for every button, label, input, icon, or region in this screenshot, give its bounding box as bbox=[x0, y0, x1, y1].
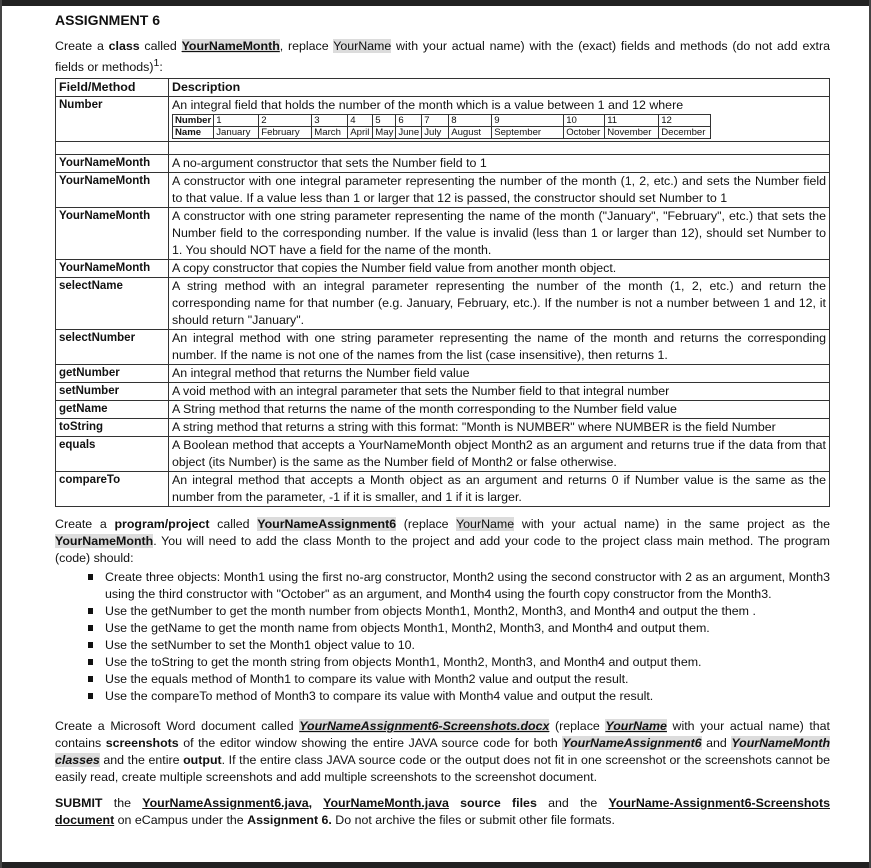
table-row: compareTo An integral method that accepts a Month object as an argument and returns 0 if Number value is the same as the number from the parameter, -1 if it is smaller, and 1 if it is larger. bbox=[56, 472, 830, 507]
field-description: An integral field that holds the number of the month which is a value between 1 and 12 where Number 1 2 3 4 5 6 7 8 9 10 11 12 Name January February March April May June July August September October November December bbox=[169, 97, 830, 142]
bullet-icon bbox=[88, 608, 93, 614]
list-item: Create three objects: Month1 using the first no-arg constructor, Month2 using the second constructor with 2 as an argument, Month3 using the third constructor with "October" as an argument, and Month4 using the fourth copy constructor from the Month3. bbox=[105, 569, 830, 603]
month-table bbox=[172, 114, 711, 139]
list-item: Use the compareTo method of Month3 to compare its value with Month4 value and output the result. bbox=[105, 688, 830, 705]
bottom-dark-bar bbox=[0, 862, 871, 868]
submit-paragraph: SUBMIT the YourNameAssignment6.java, YourNameMonth.java source files and the YourName-Assignment6-Screenshots document on eCampus under the Assignment 6. Do not archive the files or submit other file formats. bbox=[55, 796, 830, 828]
table-row: getName A String method that returns the name of the month corresponding to the Number field value bbox=[56, 401, 830, 419]
list-item: Use the setNumber to set the Month1 object value to 10. bbox=[105, 637, 830, 654]
table-row: selectNumber An integral method with one string parameter representing the name of the month and returns the corresponding number. If the name is not one of the names from the list (case insensitive), then returns 1. bbox=[56, 330, 830, 365]
table-row: equals A Boolean method that accepts a YourNameMonth object Month2 as an argument and returns true if the data from that object (its Number) is the same as the Number field of Month2 or false otherwise. bbox=[56, 437, 830, 472]
left-border bbox=[0, 0, 2, 868]
list-item: Use the equals method of Month1 to compare its value with Month2 value and output the result. bbox=[105, 671, 830, 688]
table-row: setNumber A void method with an integral parameter that sets the Number field to that integral number bbox=[56, 383, 830, 401]
assignment-title: ASSIGNMENT 6 bbox=[55, 12, 161, 28]
footnote-marker: 1 bbox=[153, 57, 160, 69]
bullet-icon bbox=[88, 693, 93, 699]
table-row: YourNameMonth A copy constructor that copies the Number field value from another month object. bbox=[56, 260, 830, 278]
top-dark-bar bbox=[0, 0, 871, 6]
document-page bbox=[55, 12, 830, 829]
list-item: Use the getNumber to get the month number from objects Month1, Month2, Month3, and Month4 and output the them . bbox=[105, 603, 830, 620]
table-row-number bbox=[56, 97, 830, 142]
requirements-list bbox=[55, 569, 830, 705]
table-spacer-row bbox=[56, 142, 830, 155]
fields-methods-table bbox=[55, 78, 830, 507]
header-field-method: Field/Method bbox=[56, 79, 169, 97]
bullet-icon bbox=[88, 625, 93, 631]
table-row: getNumber An integral method that returns the Number field value bbox=[56, 365, 830, 383]
word-document-paragraph: Create a Microsoft Word document called YourNameAssignment6-Screenshots.docx (replace YourName with your actual name) that contains screenshots of the editor window showing the entire JAVA source code for both YourNameAssignment6 and YourNameMonth classes and the entire output. If the entire class JAVA source code or the output does not fit in one screenshot or the screenshots cannot be easily read, create multiple screenshots and add multiple screenshots to the screenshot document. bbox=[55, 719, 831, 785]
table-header-row bbox=[56, 79, 830, 97]
table-row: selectName A string method with an integral parameter representing the number of the month (1, 2, etc.) and return the corresponding name for that number (e.g. January, February, etc.). If the number is not a number between 1 and 12, it should return "January". bbox=[56, 278, 830, 330]
list-item: Use the getName to get the month name from objects Month1, Month2, Month3, and Month4 and output them. bbox=[105, 620, 830, 637]
table-row: YourNameMonth A constructor with one string parameter representing the name of the month ("January", "February", etc.) that sets the Number field to the corresponding number. If the value is invalid (less than 1 or larger than 12), should set Number to 1. You should NOT have a field for the name of the month. bbox=[56, 208, 830, 260]
bullet-icon bbox=[88, 642, 93, 648]
list-item: Use the toString to get the month string from objects Month1, Month2, Month3, and Month4 and output them. bbox=[105, 654, 830, 671]
bullet-icon bbox=[88, 574, 93, 580]
program-paragraph: Create a program/project called YourNameAssignment6 (replace YourName with your actual name) in the same project as the YourNameMonth. You will need to add the class Month to the project and add your code to the project class main method. The program (code) should: bbox=[55, 517, 831, 566]
header-description: Description bbox=[169, 79, 830, 97]
table-row: YourNameMonth A no-argument constructor that sets the Number field to 1 bbox=[56, 155, 830, 173]
bullet-icon bbox=[88, 659, 93, 665]
intro-paragraph: Create a class called YourNameMonth, replace YourName with your actual name) with the (exact) fields and methods (do not add extra fields or methods)$^1$: bbox=[55, 39, 830, 75]
bullet-icon bbox=[88, 676, 93, 682]
month-name-row: Name January February March April May June July August September October November December bbox=[173, 127, 711, 139]
table-row: YourNameMonth A constructor with one integral parameter representing the number of the month (1, 2, etc.) and sets the Number field to that value. If a value less than 1 or larger that 12 is passed, the constructor should set Number to 1 bbox=[56, 173, 830, 208]
field-name: Number bbox=[56, 97, 169, 142]
month-number-row: Number 1 2 3 4 5 6 7 8 9 10 11 12 bbox=[173, 115, 711, 127]
table-row: toString A string method that returns a string with this format: "Month is NUMBER" where NUMBER is the field Number bbox=[56, 419, 830, 437]
